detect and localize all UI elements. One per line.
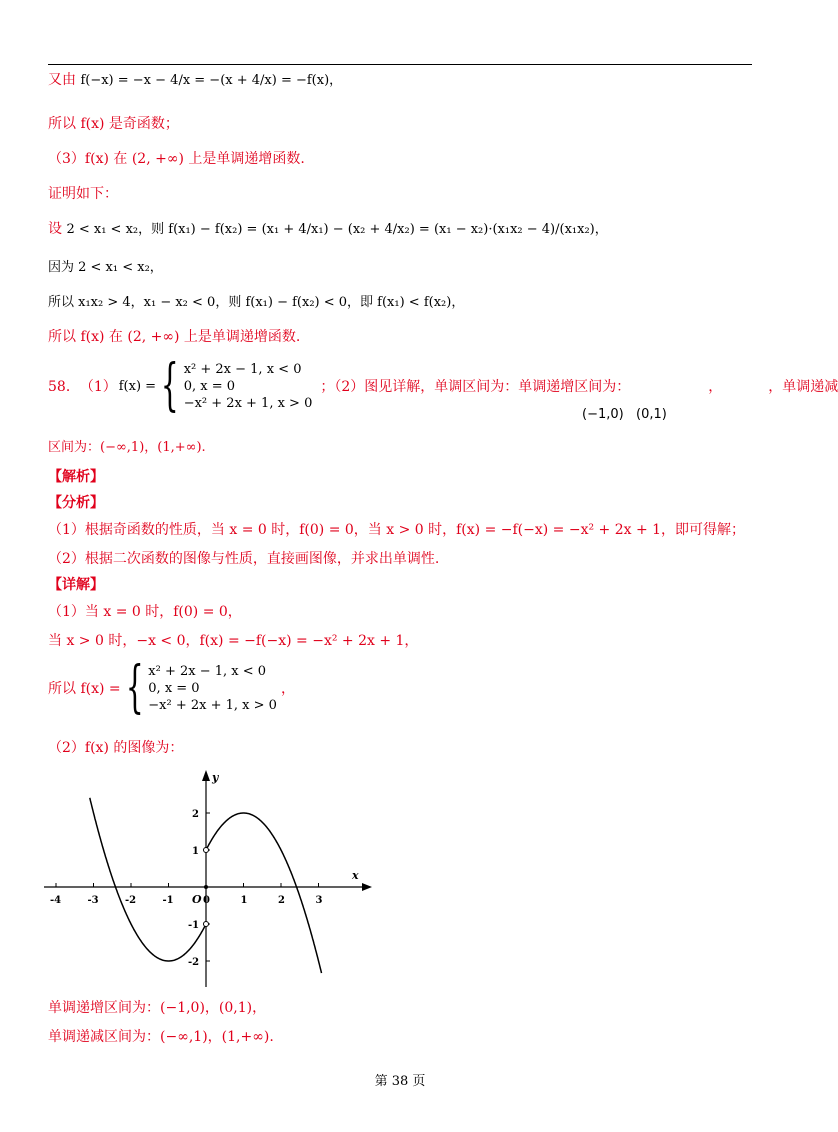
cases (184, 361, 313, 412)
detail-4: （2）f(x) 的图像为： (48, 740, 184, 756)
part3-statement: f(x) 在 (2, +∞) 上是单调递增函数. (84, 151, 305, 167)
x-tick-label: 2 (278, 895, 285, 906)
x-tick-label: 1 (240, 895, 248, 906)
result-increasing: 单调递增区间为：(−1,0)，(0,1)， (48, 1000, 267, 1016)
math-expression: f(−x) = −x − 4/x = −(x + 4/x) = −f(x)， (80, 73, 343, 88)
line-decreasing-intervals (48, 438, 206, 458)
detail-1: （1）当 x = 0 时，f(0) = 0， (48, 604, 242, 620)
curve-positive-branch (206, 813, 322, 973)
piecewise-definition (121, 655, 277, 720)
decreasing-text: 区间为：(−∞,1)，(1,+∞). (48, 440, 206, 455)
result-decreasing: 单调递减区间为：(−∞,1)，(1,+∞). (48, 1029, 274, 1045)
page-number: 第 38 页 (374, 1074, 426, 1089)
text-prefix: 又由 (48, 72, 76, 88)
detail-3 (48, 655, 295, 720)
decreasing-prefix: ，单调递减 (768, 379, 838, 395)
cases (148, 663, 277, 714)
separator: ， (280, 681, 295, 697)
section-jiexi: 【解析】 (48, 469, 104, 485)
detail-2: 当 x > 0 时，−x < 0，f(x) = −f(−x) = −x² + 2x + 1， (48, 633, 419, 649)
case-1: x² + 2x − 1, x < 0 (148, 663, 267, 679)
interval-inc-2: (0,1) (636, 407, 667, 422)
text-prefix: 设 (48, 221, 62, 237)
x-tick-label: 3 (315, 895, 323, 906)
closed-point-origin (204, 885, 208, 889)
interval-inc-1: (−1,0) (582, 407, 624, 422)
origin-label: O (192, 893, 202, 906)
x-tick-label: -1 (162, 895, 174, 906)
open-point-0-1 (204, 848, 209, 853)
analysis-2: （2）根据二次函数的图像与性质，直接画图像，并求出单调性. (48, 551, 440, 567)
analysis-1: （1）根据奇函数的性质，当 x = 0 时，f(0) = 0，当 x > 0 时，f(x) = −f(−x) = −x² + 2x + 1，即可得解； (48, 522, 746, 538)
x-tick-label: -2 (125, 895, 137, 906)
separator: ， (708, 379, 723, 395)
line-conclusion-odd: 所以 f(x) 是奇函数； (48, 116, 179, 132)
y-tick-label: -2 (188, 957, 200, 968)
question-number: 58． (48, 379, 80, 395)
curve-negative-branch (87, 798, 206, 961)
brace-symbol: { (160, 353, 179, 418)
y-axis-arrow (202, 770, 210, 781)
line-proof-intro: 证明如下： (48, 186, 118, 202)
x-tick-label: -4 (50, 895, 62, 906)
x-tick-label: 0 (203, 895, 210, 906)
header-rule (48, 64, 752, 65)
x-axis-arrow (362, 883, 372, 891)
function-name: f(x) = (118, 378, 157, 394)
line-part3 (48, 149, 305, 169)
axes (44, 770, 372, 987)
line-conclusion-increasing: 所以 f(x) 在 (2, +∞) 上是单调递增函数. (48, 329, 301, 345)
case-3: −x² + 2x + 1, x > 0 (148, 697, 277, 713)
case-2: 0, x = 0 (183, 378, 235, 394)
x-axis-label: x (352, 869, 359, 882)
y-axis-label: y (212, 771, 219, 784)
function-graph (40, 765, 380, 995)
line-therefore: 所以 x₁x₂ > 4，x₁ − x₂ < 0，则 f(x₁) − f(x₂) < 0，即 f(x₁) < f(x₂)， (48, 295, 465, 310)
case-3: −x² + 2x + 1, x > 0 (183, 395, 313, 411)
line-because: 因为 2 < x₁ < x₂， (48, 260, 163, 275)
y-tick-label: 2 (192, 809, 199, 820)
piecewise-definition (156, 353, 313, 418)
case-1: x² + 2x − 1, x < 0 (183, 361, 302, 377)
y-tick-label: -1 (188, 920, 200, 931)
y-tick-label: 1 (192, 846, 199, 857)
line-proof-setup (48, 219, 608, 240)
open-point-0-neg1 (204, 922, 209, 927)
case-2: 0, x = 0 (148, 680, 200, 696)
part2-text: ；（2）图见详解，单调区间为：单调递增区间为： (320, 379, 631, 395)
brace-symbol: { (125, 655, 144, 720)
conclusion-prefix: 所以 f(x) = (48, 681, 121, 697)
math-expression: 2 < x₁ < x₂，则 f(x₁) − f(x₂) = (x₁ + 4/x₁) − (x₂ + 4/x₂) = (x₁ − x₂)·(x₁x₂ − 4)/(x₁x₂)， (66, 222, 608, 237)
line-odd-check (48, 70, 342, 91)
part-label: （3） (48, 151, 85, 167)
section-xiangjie: 【详解】 (48, 577, 104, 593)
x-tick-label: -3 (87, 895, 99, 906)
part-label: （1） (79, 379, 117, 395)
section-fenxi: 【分析】 (48, 495, 104, 511)
